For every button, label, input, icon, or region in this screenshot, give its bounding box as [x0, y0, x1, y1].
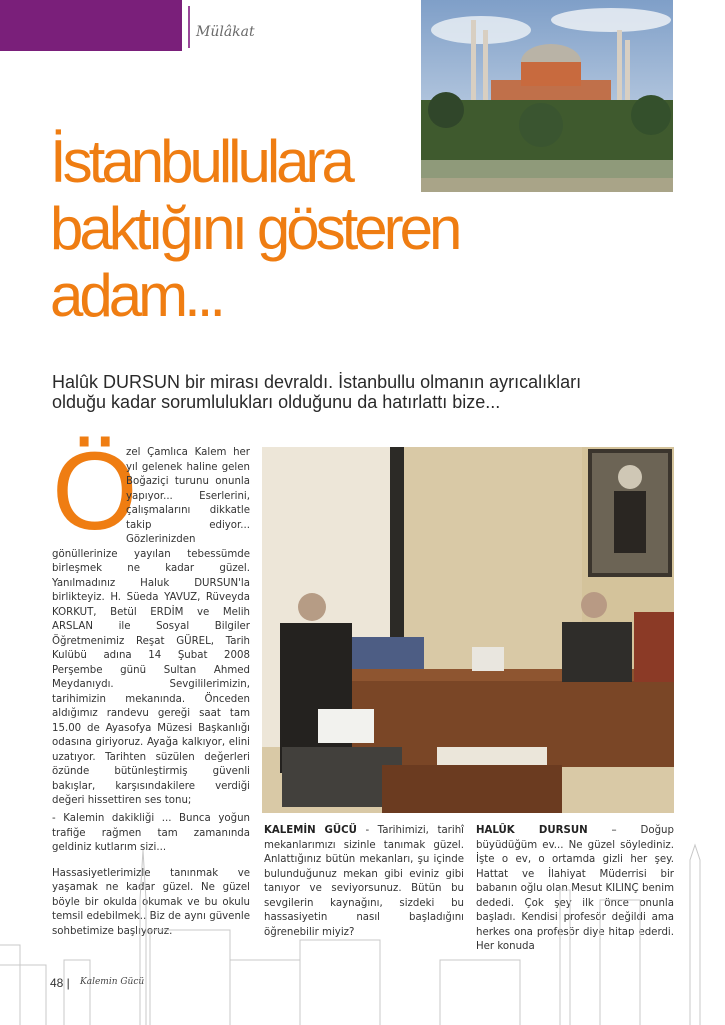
question-text: - Tarihimizi, tarihî mekanlarımızı sizinle tanımak güzel. Anlattığınız bütün mekanları, şu içinde bulunduğunuz mekan gibi eviniz gibi tanıyor ve seviyorsunuz. Bütün bu sevgilerin kaynağını, sizdeki bu hassasiyetin nasıl başladığını öğrenebilir miyiz? [264, 825, 464, 938]
speaker-label: HALÛK DURSUN [476, 825, 588, 836]
lead-paragraph [52, 372, 672, 412]
page-number: 48 | [50, 976, 70, 990]
lead-line: olduğu kadar sorumlulukları olduğunu da hatırlattı bize... [52, 392, 501, 412]
speaker-label: KALEMİN GÜCÜ [264, 825, 357, 836]
header-divider [188, 6, 190, 48]
section-label: Mülâkat [196, 24, 255, 40]
interview-office-photo [262, 447, 674, 813]
drop-cap: Ö [52, 430, 138, 553]
title-line: adam... [50, 262, 223, 329]
paragraph: Hassasiyetlerimizle tanınmak ve yaşamak ne kadar güzel. Ne güzel böyle bir okulda okumak ve bu okulu temsil edebilmek.. Biz de aynı güvenle sohbetimize başlıyoruz. [52, 867, 250, 937]
magazine-name: Kalemin Gücü [80, 977, 145, 987]
title-line: İstanbullulara [50, 128, 351, 195]
title-line: baktığını gösteren [50, 195, 459, 262]
paragraph: - Kalemin dakikliği ... Bunca yoğun trafiğe rağmen tam zamanında geldiniz kutlarım sizi... [52, 813, 250, 853]
intro-column [52, 430, 250, 809]
header-color-bar [0, 0, 182, 51]
skyline-watermark [0, 840, 725, 1025]
article-title [50, 128, 570, 329]
lead-line: Halûk DURSUN bir mirası devraldı. İstanbullu olmanın ayrıcalıkları [52, 372, 582, 392]
intro-text: zel Çamlıca Kalem her yıl gelenek haline gelen Boğaziçi turunu onunla yapıyor... Eserlerini, çalışmalarını dikkatle takip ediyor... Gözlerinizden gönüllerinize yayılan tebessümde birleşmek ne kadar güzel. Yanılmadınız Haluk DURSUN'la birlikteyiz. H. Süeda YAVUZ, Rüveyda KORKUT, Betül ERDİM ve Melih ARSLAN ile Sosyal Bilgiler Öğretmenimiz Reşat GÜREL, Tarih Kulübü adına 14 Şubat 2008 Perşembe günü Sultan Ahmed Meydanıydı. Sevgililerimizin, tarihimizin mekanında. Önceden aldığımız randevu gereği saat tam 15.00 de Ayasofya Müzesi Başkanlığı odasına giriyoruz. Ayağa kalkıyor, elini uzatıyor. Tarihten süzülen değerleri özünde bütünleştirmiş güvenli bakışlar, karşısındakilere verdiği değeri hissettiren ses tonu; [52, 447, 250, 806]
answer-text: – Doğup büyüdüğüm ev... Ne güzel söylediniz. İşte o ev, o ortamda gizli her şey. Hattat ve İlahiyat Müderrisi bir babanın oğlu olan Mesut KILINÇ benim dededi. Çok şey ilk önce onunla başladı. Kendisi profesör değildi ama herkes ona profesör diye hitap ederdi. Her konuda [476, 825, 674, 952]
